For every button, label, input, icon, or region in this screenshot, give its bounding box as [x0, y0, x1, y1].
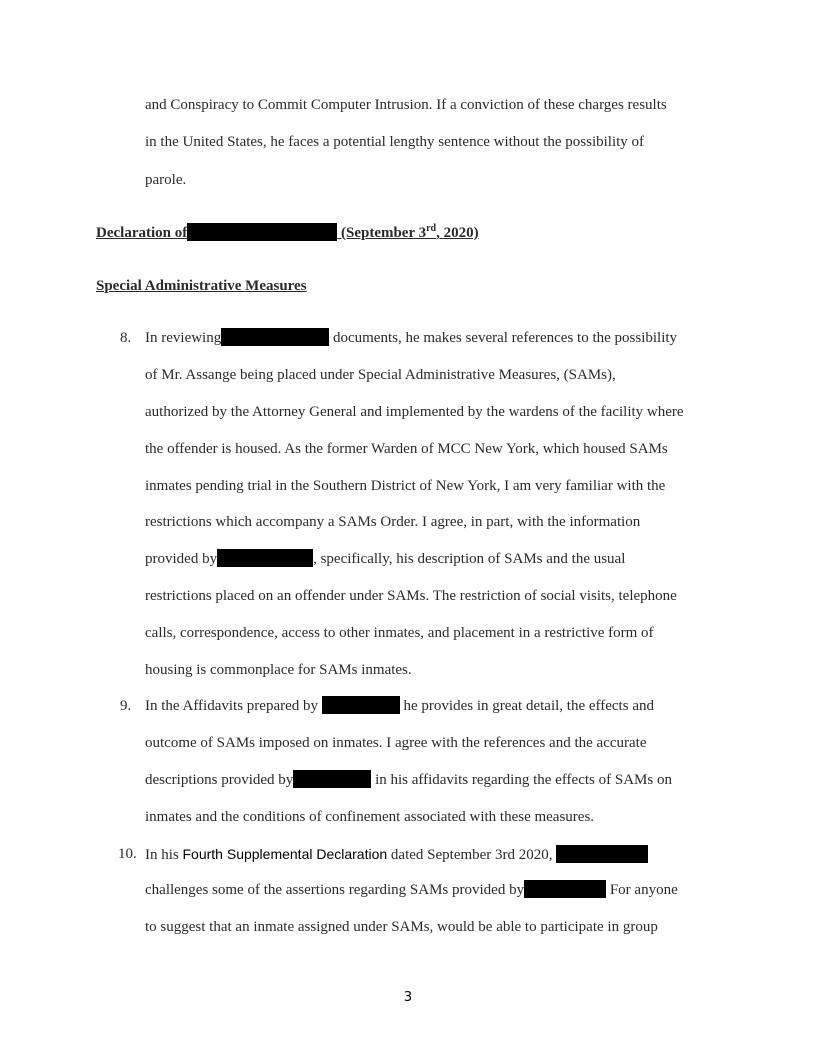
p9-line-1 [145, 696, 654, 716]
p9-line-1-pre: In the Affidavits prepared by [145, 698, 319, 714]
p10-line-2-pre: challenges some of the assertions regarding SAMs provided by [145, 882, 525, 898]
section-heading [96, 223, 479, 243]
paragraph-number: 10. [118, 846, 137, 862]
redaction-box [556, 845, 648, 863]
redaction-box [524, 880, 606, 898]
p8-line-4: the offender is housed. As the former Warden of MCC New York, which housed SAMs [145, 441, 668, 457]
intro-line-1: and Conspiracy to Commit Computer Intrusion. If a conviction of these charges results [145, 97, 667, 113]
p10-line-1 [145, 844, 648, 865]
p8-line-1-pre: In reviewing [145, 330, 222, 346]
p10-line-1-pre: In his [145, 847, 183, 863]
p9-line-3-pre: descriptions provided by [145, 772, 294, 788]
p8-line-6: restrictions which accompany a SAMs Order. I agree, in part, with the information [145, 514, 641, 530]
p8-line-9: calls, correspondence, access to other inmates, and placement in a restrictive form of [145, 625, 654, 641]
p8-line-5: inmates pending trial in the Southern District of New York, I am very familiar with the [145, 478, 666, 494]
heading-date-open: (September 3 [337, 225, 427, 241]
p9-line-3 [145, 770, 672, 790]
fourth-supplemental-declaration-ref: Fourth Supplemental Declaration [182, 846, 388, 862]
intro-line-3: parole. [145, 172, 187, 188]
p9-line-1-post: he provides in great detail, the effects and [399, 698, 654, 714]
p10-line-2-post: For anyone [606, 882, 678, 898]
p8-line-2: of Mr. Assange being placed under Special Administrative Measures, (SAMs), [145, 367, 616, 383]
paragraph-number: 8. [120, 330, 132, 346]
p8-line-1 [145, 328, 677, 348]
subheading: Special Administrative Measures [96, 278, 307, 294]
redaction-box [322, 696, 400, 714]
p9-line-2: outcome of SAMs imposed on inmates. I agree with the references and the accurate [145, 735, 647, 751]
page-number: 3 [403, 990, 413, 1005]
p8-line-3: authorized by the Attorney General and implemented by the wardens of the facility where [145, 404, 684, 420]
p8-line-7-post: , specifically, his description of SAMs and the usual [313, 551, 626, 567]
p8-line-10: housing is commonplace for SAMs inmates. [145, 662, 412, 678]
heading-date-sup: rd [426, 223, 437, 234]
p8-line-8: restrictions placed on an offender under SAMs. The restriction of social visits, telephone [145, 588, 677, 604]
heading-date-close: , 2020) [436, 225, 479, 241]
redaction-box [217, 549, 313, 567]
p8-line-1-post: documents, he makes several references to the possibility [329, 330, 678, 346]
redaction-box [221, 328, 329, 346]
redaction-box [187, 223, 337, 241]
redaction-box [293, 770, 371, 788]
paragraph-number: 9. [120, 698, 132, 714]
p9-line-3-post: in his affidavits regarding the effects of SAMs on [371, 772, 672, 788]
p10-line-1-post: dated September 3rd 2020, [387, 847, 557, 863]
p10-line-3: to suggest that an inmate assigned under SAMs, would be able to participate in group [145, 919, 658, 935]
p8-line-7-pre: provided by [145, 551, 218, 567]
p9-line-4: inmates and the conditions of confinement associated with these measures. [145, 809, 595, 825]
heading-prefix: Declaration of [96, 225, 188, 241]
intro-line-2: in the United States, he faces a potential lengthy sentence without the possibility of [145, 134, 645, 150]
p10-line-2 [145, 880, 678, 900]
p8-line-7 [145, 549, 625, 569]
